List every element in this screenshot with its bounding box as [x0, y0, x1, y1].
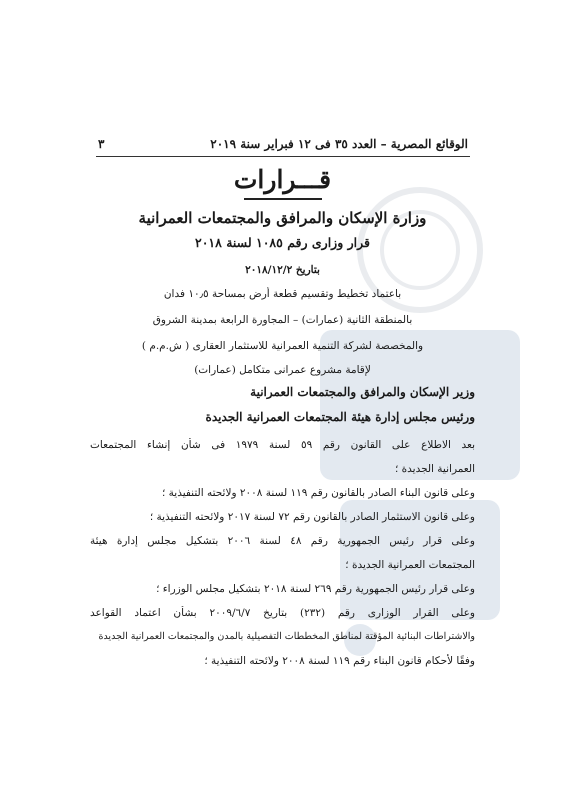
issuer-line: وزير الإسكان والمرافق والمجتمعات العمرانية — [250, 385, 475, 399]
ministry-heading: وزارة الإسكان والمرافق والمجتمعات العمرانية — [138, 209, 427, 227]
body-line: وعلى قرار رئيس الجمهورية رقم ٤٨ لسنة ٢٠٠٦ بتشكيل مجلس إدارة هيئة — [90, 535, 475, 547]
body-line: والاشتراطات البنائية المؤقتة لمناطق المخططات التفصيلية بالمدن والمجتمعات العمرانية الجديدة — [98, 631, 475, 642]
title-underline — [244, 198, 322, 200]
decree-subject-line: والمخصصة لشركة التنمية العمرانية للاستثمار العقارى ( ش.م.م ) — [141, 340, 424, 352]
body-line: وعلى قانون الاستثمار الصادر بالقانون رقم ٧٢ لسنة ٢٠١٧ ولائحته التنفيذية ؛ — [149, 511, 475, 523]
body-line: وعلى القرار الوزارى رقم (٢٣٢) بتاريخ ٢٠٠٩/٦/٧ بشأن اعتماد القواعد — [90, 607, 475, 619]
page-number: ٣ — [98, 137, 105, 151]
body-line: وعلى قانون البناء الصادر بالقانون رقم ١١٩ لسنة ٢٠٠٨ ولائحته التنفيذية ؛ — [161, 487, 475, 499]
body-line: المجتمعات العمرانية الجديدة ؛ — [345, 559, 475, 571]
publication-line: الوقائع المصرية – العدد ٣٥ فى ١٢ فبراير سنة ٢٠١٩ — [210, 137, 468, 151]
page-header — [98, 135, 468, 153]
decree-subject-line: لإقامة مشروع عمرانى متكامل (عمارات) — [194, 364, 371, 376]
issuer-line: ورئيس مجلس إدارة هيئة المجتمعات العمرانية الجديدة — [205, 410, 475, 424]
header-divider — [96, 156, 470, 157]
decree-subject-line: بالمنطقة الثانية (عمارات) – المجاورة الرابعة بمدينة الشروق — [152, 314, 413, 326]
body-line: وفقًا لأحكام قانون البناء رقم ١١٩ لسنة ٢٠٠٨ ولائحته التنفيذية ؛ — [204, 655, 475, 667]
body-line: وعلى قرار رئيس الجمهورية رقم ٢٦٩ لسنة ٢٠١٨ بتشكيل مجلس الوزراء ؛ — [156, 583, 475, 595]
decree-subject-line: باعتماد تخطيط وتقسيم قطعة أرض بمساحة ١٠٫٥ فدان — [163, 288, 402, 300]
body-line: العمرانية الجديدة ؛ — [394, 463, 475, 475]
decree-date: بتاريخ ٢٠١٨/١٢/٢ — [245, 264, 320, 276]
section-title: قـــرارات — [233, 165, 332, 194]
decree-number: قرار وزارى رقم ١٠٨٥ لسنة ٢٠١٨ — [195, 235, 370, 250]
body-line: بعد الاطلاع على القانون رقم ٥٩ لسنة ١٩٧٩ فى شأن إنشاء المجتمعات — [90, 439, 475, 451]
